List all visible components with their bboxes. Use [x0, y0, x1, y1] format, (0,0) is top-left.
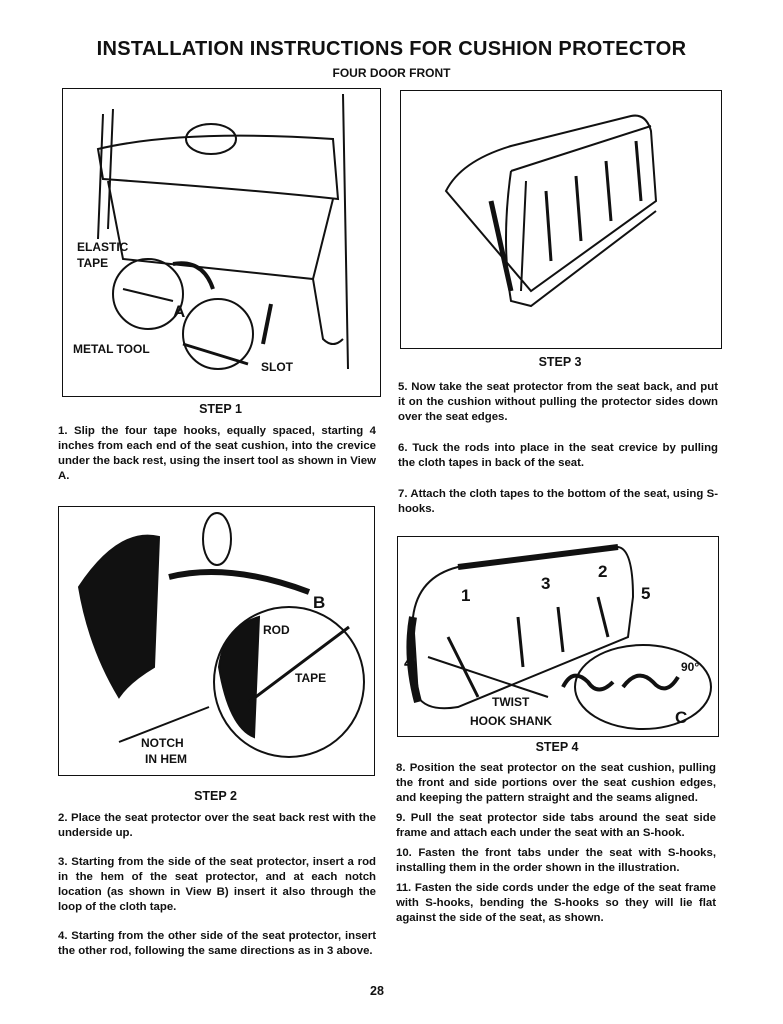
- step4-paragraph-10: 10. Fasten the front tabs under the seat with S-hooks, installing them in the order shown in the illustration.: [396, 847, 716, 874]
- hook-number-5: 5: [641, 584, 651, 603]
- rod-label: ROD: [263, 623, 290, 637]
- notch-label: NOTCH: [141, 736, 184, 750]
- slot-label: SLOT: [261, 360, 293, 374]
- hook-number-3: 3: [541, 574, 551, 593]
- step2-text: [58, 811, 376, 959]
- cushion-drawing: [401, 91, 721, 348]
- step2-paragraph-4: 4. Starting from the other side of the seat protector, insert the other rod, following the same directions as in 3 above.: [58, 930, 376, 957]
- hook-number-4: 4: [404, 653, 414, 672]
- step4-paragraph-8: 8. Position the seat protector on the seat cushion, pulling the front and side portions over the seat cushion edges, and keeping the pattern straight and the seams aligned.: [396, 762, 716, 804]
- step1-text: [58, 424, 376, 484]
- angle-label: 90°: [681, 660, 700, 674]
- tape-label: TAPE: [77, 256, 109, 270]
- step3-heading: STEP 3: [538, 355, 582, 369]
- page-number: 28: [370, 984, 384, 998]
- step2-paragraph-2: 2. Place the seat protector over the seat back rest with the underside up.: [58, 812, 376, 839]
- step3-illustration: [400, 90, 722, 349]
- view-a-label: A: [173, 302, 186, 321]
- view-c-label: C: [675, 708, 688, 727]
- step3-text: [398, 380, 718, 517]
- step1-paragraph-1: 1. Slip the four tape hooks, equally spaced, starting 4 inches from each end of the seat cushion, into the crevice under the back rest, using the insert tool as shown in View A.: [58, 425, 376, 482]
- elastic-label: ELASTIC: [77, 240, 129, 254]
- hook-shank-label: HOOK SHANK: [470, 714, 553, 728]
- step1-heading: STEP 1: [199, 402, 242, 416]
- step4-heading: STEP 4: [535, 740, 579, 754]
- twist-label: TWIST: [492, 695, 530, 709]
- step3-paragraph-7: 7. Attach the cloth tapes to the bottom of the seat, using S-hooks.: [398, 488, 718, 515]
- hook-number-1: 1: [461, 586, 471, 605]
- step3-paragraph-6: 6. Tuck the rods into place in the seat crevice by pulling the cloth tapes in back of the seat.: [398, 442, 718, 469]
- page-subtitle: FOUR DOOR FRONT: [332, 66, 451, 80]
- seat-protector-drawing: [59, 507, 374, 775]
- view-b-label: B: [313, 593, 326, 612]
- hook-number-2: 2: [598, 562, 608, 581]
- step4-paragraph-9: 9. Pull the seat protector side tabs around the seat side frame and attach each under the seat with an S-hook.: [396, 812, 716, 839]
- step4-paragraph-11: 11. Fasten the side cords under the edge of the seat frame with S-hooks, bending the S-hooks so they will lie flat against the side of the seat, as shown.: [396, 882, 716, 924]
- step2-paragraph-3: 3. Starting from the side of the seat protector, insert a rod in the hem of the seat protector, and at each notch location (as shown in View B) insert it also through the loop of the cloth tape.: [58, 856, 376, 913]
- in-hem-label: IN HEM: [145, 752, 187, 766]
- metal-tool-label: METAL TOOL: [73, 342, 150, 356]
- tape-label-2: TAPE: [295, 671, 327, 685]
- step2-heading: STEP 2: [194, 789, 237, 803]
- step2-illustration: [58, 506, 375, 776]
- step3-paragraph-5: 5. Now take the seat protector from the seat back, and put it on the cushion without pulling the protector sides down over the seat edges.: [398, 381, 718, 423]
- page-title: INSTALLATION INSTRUCTIONS FOR CUSHION PROTECTOR: [96, 38, 687, 60]
- seat-hooks-drawing: [398, 537, 718, 736]
- step4-illustration: [397, 536, 719, 737]
- step4-text: [396, 761, 716, 926]
- step1-illustration: [62, 88, 381, 397]
